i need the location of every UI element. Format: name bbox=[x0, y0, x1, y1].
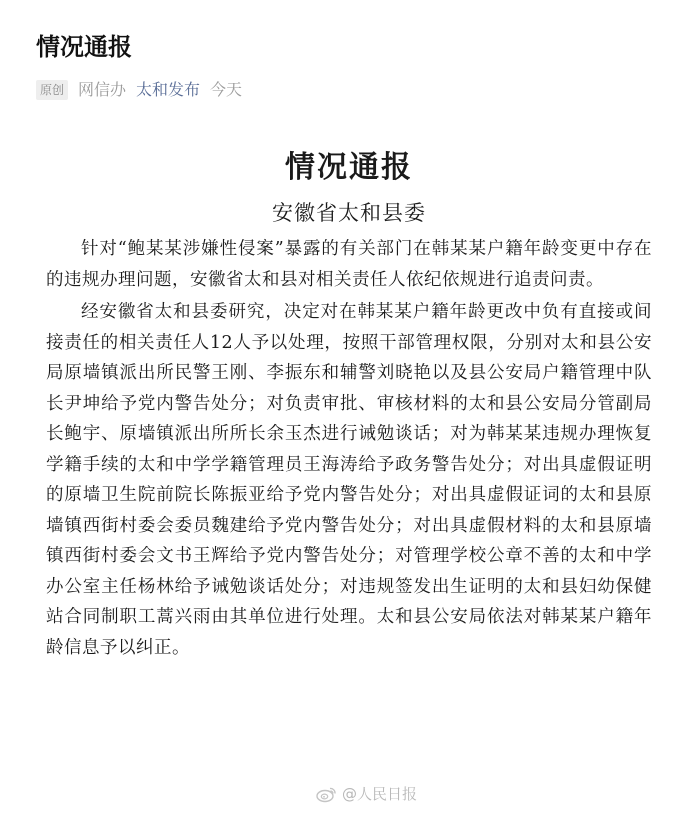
document-issuer: 安徽省太和县委 bbox=[272, 201, 426, 225]
weibo-icon bbox=[316, 785, 338, 803]
article-header bbox=[36, 30, 656, 102]
article-meta bbox=[36, 78, 656, 102]
document-paragraph: 经安徽省太和县委研究，决定对在韩某某户籍年龄更改中负有直接或间接责任的相关责任人12人予以处理，按照干部管理权限，分别对太和县公安局原墙镇派出所民警王刚、李振东和辅警刘晓艳以及县公安局户籍管理中队长尹坤给予党内警告处分；对负责审批、审核材料的太和县公安局分管副局长鲍宇、原墙镇派出所所长余玉杰进行诫勉谈话；对为韩某某违规办理恢复学籍手续的太和中学学籍管理员王海涛给予政务警告处分；对出具虚假证明的原墙卫生院前院长陈振亚给予党内警告处分；对出具虚假证词的太和县原墙镇西街村委会委员魏建给予党内警告处分；对出具虚假材料的太和县原墙镇西街村委会文书王辉给予党内警告处分；对管理学校公章不善的太和中学办公室主任杨林给予诫勉谈话处分；对违规签发出生证明的太和县妇幼保健站合同制职工蒿兴雨由其单位进行处理。太和县公安局依法对韩某某户籍年龄信息予以纠正。 bbox=[46, 302, 652, 658]
document-paragraph: 针对“鲍某某涉嫌性侵案”暴露的有关部门在韩某某户籍年龄变更中存在的违规办理问题，安徽省太和县对相关责任人依纪依规进行追责问责。 bbox=[46, 239, 652, 290]
watermark bbox=[316, 784, 417, 804]
original-badge: 原创 bbox=[36, 80, 68, 100]
watermark-text: @人民日报 bbox=[342, 785, 418, 803]
page-title: 情况通报 bbox=[36, 33, 132, 61]
account-link[interactable]: 太和发布 bbox=[136, 80, 201, 99]
document-title: 情况通报 bbox=[285, 150, 413, 185]
publish-date: 今天 bbox=[210, 80, 243, 99]
author-name: 网信办 bbox=[78, 80, 127, 99]
notice-document bbox=[46, 146, 652, 663]
